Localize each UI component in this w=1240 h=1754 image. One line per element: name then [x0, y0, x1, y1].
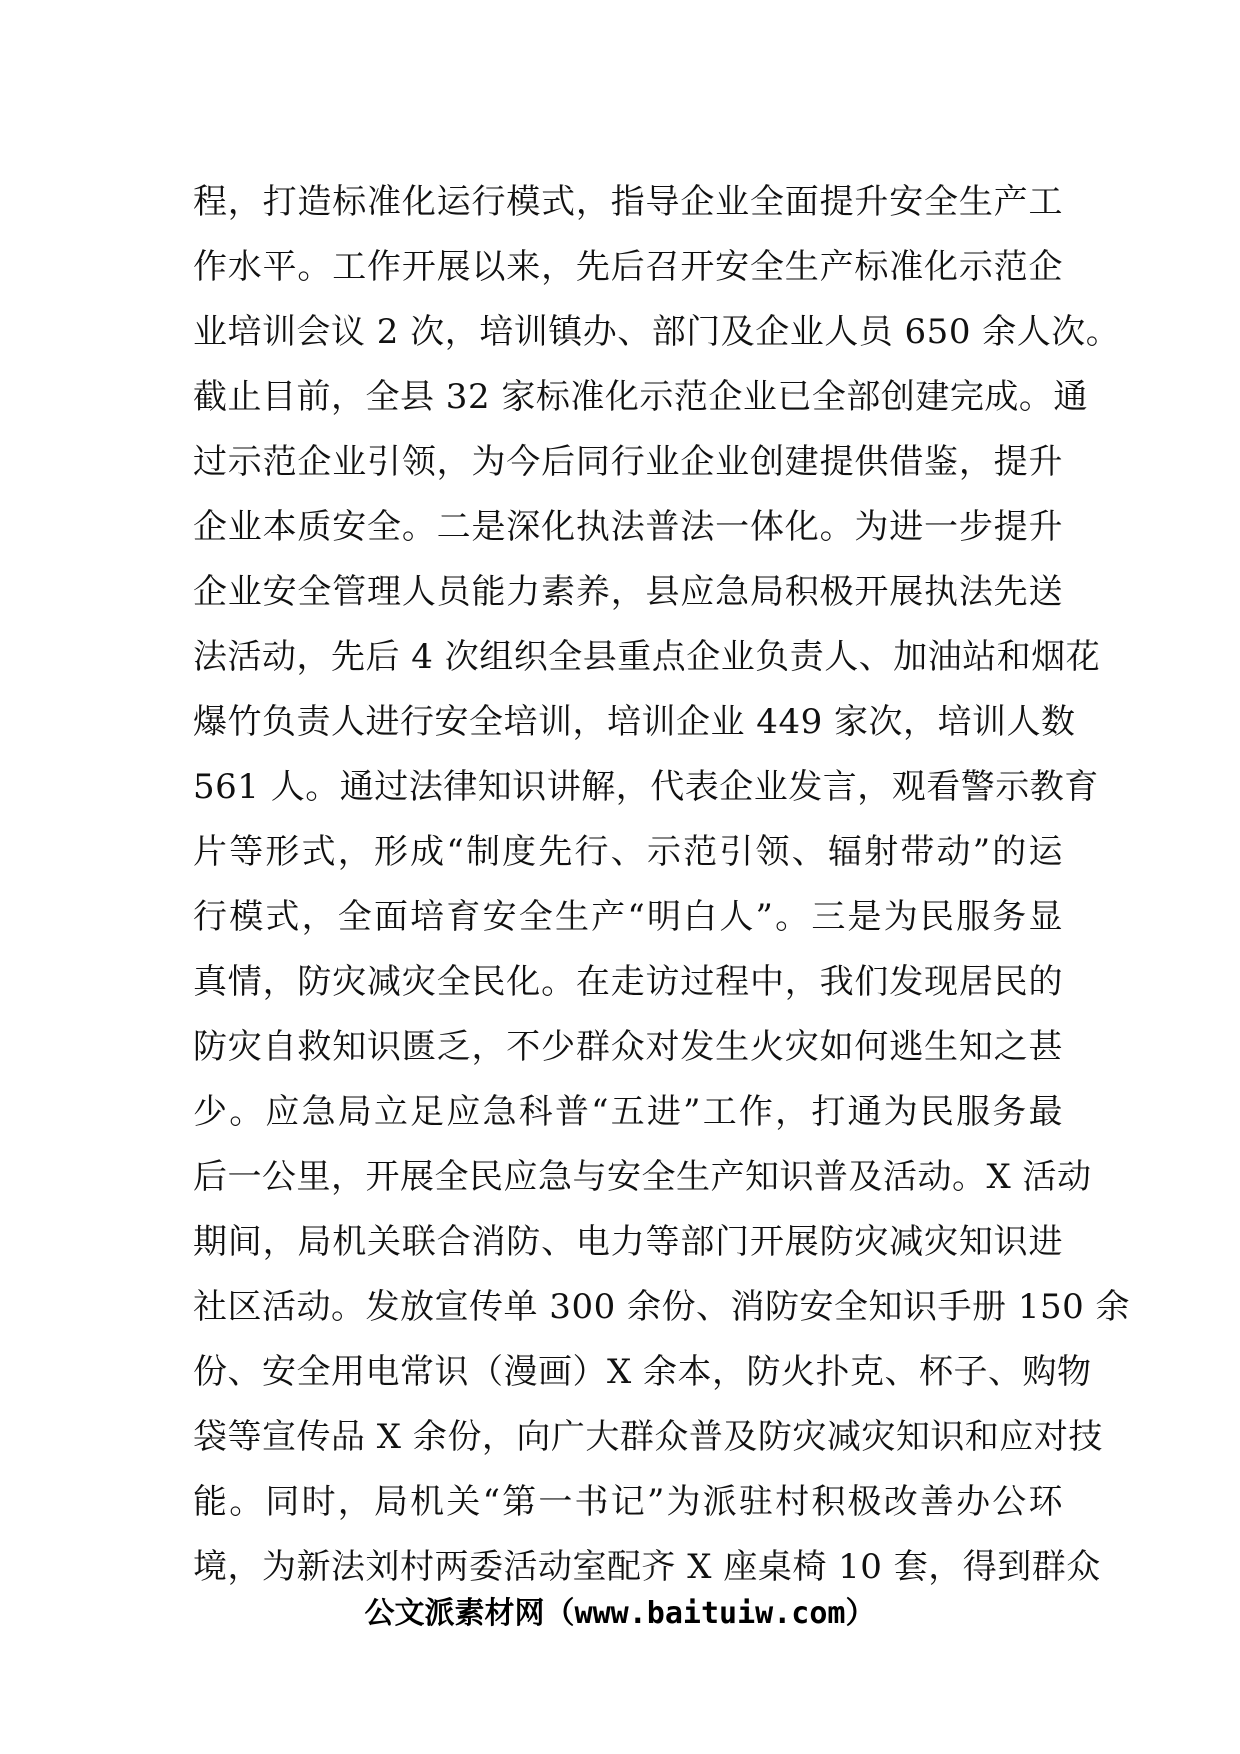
text-line: 爆竹负责人进行安全培训，培训企业 449 家次，培训人数: [193, 702, 1076, 742]
footer-watermark: 公文派素材网（www.baituiw.com）: [364, 1596, 876, 1631]
text-line: 能。同时，局机关“第一书记”为派驻村积极改善办公环: [193, 1482, 1063, 1522]
text-line: 防灾自救知识匮乏，不少群众对发生火灾如何逃生知之甚: [193, 1027, 1063, 1067]
text-line: 业培训会议 2 次，培训镇办、部门及企业人员 650 余人次。: [193, 312, 1121, 352]
text-line: 法活动，先后 4 次组织全县重点企业负责人、加油站和烟花: [193, 637, 1101, 677]
text-line: 过示范企业引领，为今后同行业企业创建提供借鉴，提升: [193, 442, 1063, 482]
text-line: 袋等宣传品 X 余份，向广大群众普及防灾减灾知识和应对技: [193, 1417, 1103, 1457]
text-line: 社区活动。发放宣传单 300 余份、消防安全知识手册 150 余: [193, 1287, 1131, 1327]
text-line: 作水平。工作开展以来，先后召开安全生产标准化示范企: [193, 247, 1063, 287]
text-line: 期间，局机关联合消防、电力等部门开展防灾减灾知识进: [193, 1222, 1063, 1262]
text-line: 企业安全管理人员能力素养，县应急局积极开展执法先送: [193, 572, 1063, 612]
text-line: 真情，防灾减灾全民化。在走访过程中，我们发现居民的: [193, 962, 1063, 1002]
text-line: 561 人。通过法律知识讲解，代表企业发言，观看警示教育: [193, 767, 1099, 807]
text-line: 截止目前，全县 32 家标准化示范企业已全部创建完成。通: [193, 377, 1088, 417]
body-paragraph: [193, 170, 1131, 1600]
text-line: 少。应急局立足应急科普“五进”工作，打通为民服务最: [193, 1092, 1063, 1132]
text-line: 行模式，全面培育安全生产“明白人”。三是为民服务显: [193, 897, 1063, 937]
text-line: 片等形式，形成“制度先行、示范引领、辐射带动”的运: [193, 832, 1063, 872]
text-line: 程，打造标准化运行模式，指导企业全面提升安全生产工: [193, 182, 1063, 222]
text-line: 企业本质安全。二是深化执法普法一体化。为进一步提升: [193, 507, 1063, 547]
text-line: 后一公里，开展全民应急与安全生产知识普及活动。X 活动: [193, 1157, 1092, 1197]
text-line: 份、安全用电常识（漫画）X 余本，防火扑克、杯子、购物: [193, 1352, 1092, 1392]
text-line: 境，为新法刘村两委活动室配齐 X 座桌椅 10 套，得到群众: [193, 1547, 1101, 1587]
